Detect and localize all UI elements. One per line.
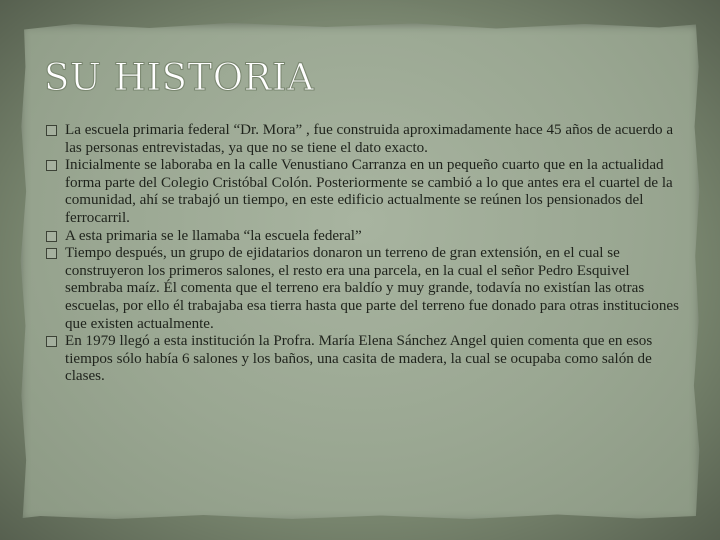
square-bullet-icon (46, 336, 57, 347)
bullet-text: A esta primaria se le llamaba “la escuela federal” (65, 227, 362, 244)
bullet-text: Tiempo después, un grupo de ejidatarios donaron un terreno de gran extensión, en el cual se construyeron los primeros salones, el resto era una parcela, en la cual el señor Pedro Esquivel sembraba maíz. Él comenta que el terreno era baldío y muy grande, todavía no existían las otras escuelas, por ello él trabajaba esa tierra hasta que parte del terreno fue donado para otras instituciones que existen actualmente. (65, 245, 679, 332)
bullet-text: Inicialmente se laboraba en la calle Venustiano Carranza en un pequeño cuarto que en la actualidad forma parte del Colegio Cristóbal Colón. Posteriormente se cambió a lo que antes era el cuartel de la comunidad, ahí se trabajó un tiempo, en este edificio actualmente se reúnen los pensionados del ferrocarril. (65, 157, 673, 226)
bullet-text: En 1979 llegó a esta institución la Profra. María Elena Sánchez Angel quien comenta que en esos tiempos sólo había 6 salones y los baños, una casita de madera, la cual se ocupaba como salón de clases. (65, 333, 653, 385)
bullet-list (46, 122, 686, 386)
bullet-item (46, 245, 686, 333)
bullet-item (46, 333, 686, 386)
bullet-item (46, 122, 686, 157)
square-bullet-icon (46, 160, 57, 171)
bullet-text: La escuela primaria federal “Dr. Mora” , fue construida aproximadamente hace 45 años de acuerdo a las personas entrevistadas, ya que no se tiene el dato exacto. (65, 122, 674, 156)
slide-title: SU HISTORIA (44, 56, 315, 99)
bullet-item (46, 157, 686, 227)
bullet-item (46, 228, 686, 246)
square-bullet-icon (46, 231, 57, 242)
square-bullet-icon (46, 248, 57, 259)
square-bullet-icon (46, 125, 57, 136)
